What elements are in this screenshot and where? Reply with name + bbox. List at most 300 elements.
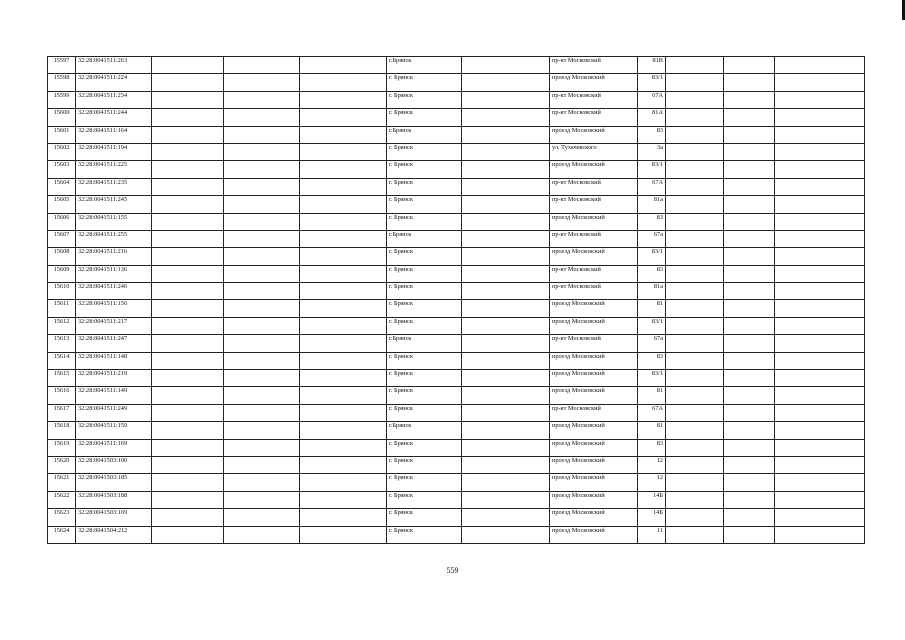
street-cell: проезд Московский xyxy=(550,248,638,265)
empty-cell xyxy=(666,387,724,404)
street-cell: проезд Московский xyxy=(550,161,638,178)
street-cell: пр-кт Московский xyxy=(550,283,638,300)
cadastral-number: 32:28:0041511:216 xyxy=(76,248,152,265)
table-row xyxy=(48,370,865,387)
city-cell: г. Брянск xyxy=(387,509,462,526)
street-cell: проезд Московский xyxy=(550,387,638,404)
empty-cell xyxy=(775,230,865,247)
empty-cell xyxy=(300,196,387,213)
house-cell: 83 xyxy=(638,213,666,230)
empty-cell xyxy=(224,317,300,334)
empty-cell xyxy=(152,439,224,456)
city-cell: г. Брянск xyxy=(387,404,462,421)
city-cell: г.Брянск xyxy=(387,335,462,352)
empty-cell xyxy=(462,57,550,74)
empty-cell xyxy=(775,474,865,491)
empty-cell xyxy=(152,300,224,317)
street-cell: проезд Московский xyxy=(550,422,638,439)
table-row xyxy=(48,317,865,334)
empty-cell xyxy=(775,456,865,473)
empty-cell xyxy=(224,143,300,160)
empty-cell xyxy=(300,335,387,352)
table-row xyxy=(48,91,865,108)
empty-cell xyxy=(462,265,550,282)
street-cell: пр-кт Московский xyxy=(550,196,638,213)
empty-cell xyxy=(224,474,300,491)
empty-cell xyxy=(462,196,550,213)
empty-cell xyxy=(666,265,724,282)
empty-cell xyxy=(666,230,724,247)
empty-cell xyxy=(724,387,775,404)
empty-cell xyxy=(224,300,300,317)
empty-cell xyxy=(462,456,550,473)
house-cell: 81 xyxy=(638,422,666,439)
table-row xyxy=(48,161,865,178)
table-row xyxy=(48,387,865,404)
empty-cell xyxy=(724,230,775,247)
city-cell: г. Брянск xyxy=(387,352,462,369)
empty-cell xyxy=(775,196,865,213)
empty-cell xyxy=(724,248,775,265)
empty-cell xyxy=(152,265,224,282)
empty-cell xyxy=(152,491,224,508)
empty-cell xyxy=(724,491,775,508)
cadastral-number: 32:28:0041511:155 xyxy=(76,213,152,230)
empty-cell xyxy=(152,317,224,334)
table-row xyxy=(48,265,865,282)
empty-cell xyxy=(666,422,724,439)
empty-cell xyxy=(152,230,224,247)
row-number: 15609 xyxy=(48,265,76,282)
cadastral-number: 32:28:0041504:212 xyxy=(76,526,152,543)
row-number: 15607 xyxy=(48,230,76,247)
street-cell: пр-кт Московский xyxy=(550,91,638,108)
house-cell: 14Б xyxy=(638,509,666,526)
row-number: 15600 xyxy=(48,109,76,126)
house-cell: 67А xyxy=(638,404,666,421)
empty-cell xyxy=(724,317,775,334)
empty-cell xyxy=(666,248,724,265)
cadastral-number: 32:28:0041503:188 xyxy=(76,491,152,508)
city-cell: г. Брянск xyxy=(387,456,462,473)
table-row xyxy=(48,335,865,352)
house-cell: 83 xyxy=(638,439,666,456)
table-row xyxy=(48,422,865,439)
empty-cell xyxy=(666,196,724,213)
street-cell: пр-кт Московский xyxy=(550,335,638,352)
empty-cell xyxy=(724,335,775,352)
empty-cell xyxy=(775,91,865,108)
empty-cell xyxy=(300,57,387,74)
house-cell: 83/1 xyxy=(638,74,666,91)
empty-cell xyxy=(152,74,224,91)
row-number: 15598 xyxy=(48,74,76,91)
empty-cell xyxy=(775,422,865,439)
city-cell: г.Брянск xyxy=(387,57,462,74)
table-row xyxy=(48,474,865,491)
row-number: 15612 xyxy=(48,317,76,334)
row-number: 15602 xyxy=(48,143,76,160)
empty-cell xyxy=(775,317,865,334)
street-cell: пр-кт Московский xyxy=(550,109,638,126)
empty-cell xyxy=(724,196,775,213)
empty-cell xyxy=(224,74,300,91)
street-cell: проезд Московский xyxy=(550,74,638,91)
cadastral-number: 32:28:0041511:245 xyxy=(76,196,152,213)
cadastral-number: 32:28:0041503:100 xyxy=(76,456,152,473)
empty-cell xyxy=(152,143,224,160)
house-cell: 83/1 xyxy=(638,317,666,334)
empty-cell xyxy=(224,161,300,178)
empty-cell xyxy=(152,474,224,491)
empty-cell xyxy=(224,283,300,300)
table-row xyxy=(48,248,865,265)
cadastral-number: 32:28:0041503:185 xyxy=(76,474,152,491)
table-row xyxy=(48,300,865,317)
empty-cell xyxy=(300,422,387,439)
empty-cell xyxy=(152,387,224,404)
empty-cell xyxy=(152,509,224,526)
empty-cell xyxy=(300,387,387,404)
empty-cell xyxy=(724,213,775,230)
cadastral-number: 32:28:0041511:148 xyxy=(76,352,152,369)
city-cell: г. Брянск xyxy=(387,300,462,317)
empty-cell xyxy=(152,422,224,439)
empty-cell xyxy=(666,491,724,508)
empty-cell xyxy=(666,456,724,473)
city-cell: г. Брянск xyxy=(387,178,462,195)
empty-cell xyxy=(775,300,865,317)
empty-cell xyxy=(152,109,224,126)
table-row xyxy=(48,143,865,160)
house-cell: 81 xyxy=(638,300,666,317)
empty-cell xyxy=(462,109,550,126)
empty-cell xyxy=(775,109,865,126)
cadastral-number: 32:28:0041511:247 xyxy=(76,335,152,352)
empty-cell xyxy=(224,213,300,230)
empty-cell xyxy=(224,196,300,213)
empty-cell xyxy=(775,213,865,230)
empty-cell xyxy=(775,265,865,282)
empty-cell xyxy=(300,526,387,543)
empty-cell xyxy=(152,57,224,74)
row-number: 15613 xyxy=(48,335,76,352)
empty-cell xyxy=(462,387,550,404)
table-row xyxy=(48,57,865,74)
empty-cell xyxy=(462,370,550,387)
empty-cell xyxy=(775,57,865,74)
empty-cell xyxy=(462,335,550,352)
empty-cell xyxy=(724,57,775,74)
row-number: 15623 xyxy=(48,509,76,526)
cadastral-number: 32:28:0041511:234 xyxy=(76,91,152,108)
empty-cell xyxy=(224,248,300,265)
empty-cell xyxy=(224,178,300,195)
row-number: 15599 xyxy=(48,91,76,108)
table-row xyxy=(48,491,865,508)
street-cell: проезд Московский xyxy=(550,317,638,334)
empty-cell xyxy=(775,143,865,160)
empty-cell xyxy=(300,317,387,334)
empty-cell xyxy=(224,57,300,74)
house-cell: 81 xyxy=(638,387,666,404)
empty-cell xyxy=(300,456,387,473)
empty-cell xyxy=(775,335,865,352)
table-row xyxy=(48,283,865,300)
city-cell: г. Брянск xyxy=(387,265,462,282)
empty-cell xyxy=(462,474,550,491)
empty-cell xyxy=(666,317,724,334)
empty-cell xyxy=(462,317,550,334)
empty-cell xyxy=(462,422,550,439)
empty-cell xyxy=(724,265,775,282)
house-cell: 11 xyxy=(638,526,666,543)
empty-cell xyxy=(666,91,724,108)
empty-cell xyxy=(775,283,865,300)
empty-cell xyxy=(724,74,775,91)
house-cell: 14Б xyxy=(638,491,666,508)
empty-cell xyxy=(224,109,300,126)
empty-cell xyxy=(300,74,387,91)
empty-cell xyxy=(775,370,865,387)
empty-cell xyxy=(224,370,300,387)
cadastral-number: 32:28:0041511:164 xyxy=(76,126,152,143)
street-cell: проезд Московский xyxy=(550,456,638,473)
table-row xyxy=(48,213,865,230)
house-cell: 83 xyxy=(638,352,666,369)
city-cell: г. Брянск xyxy=(387,109,462,126)
row-number: 15618 xyxy=(48,422,76,439)
city-cell: г. Брянск xyxy=(387,74,462,91)
table-row xyxy=(48,178,865,195)
city-cell: г. Брянск xyxy=(387,143,462,160)
page-number: 559 xyxy=(446,566,459,575)
empty-cell xyxy=(724,509,775,526)
empty-cell xyxy=(775,126,865,143)
empty-cell xyxy=(300,509,387,526)
row-number: 15605 xyxy=(48,196,76,213)
street-cell: ул. Тухачевского xyxy=(550,143,638,160)
empty-cell xyxy=(224,422,300,439)
empty-cell xyxy=(775,526,865,543)
row-number: 15619 xyxy=(48,439,76,456)
street-cell: проезд Московский xyxy=(550,370,638,387)
empty-cell xyxy=(666,74,724,91)
cadastral-number: 32:28:0041511:217 xyxy=(76,317,152,334)
city-cell: г. Брянск xyxy=(387,387,462,404)
empty-cell xyxy=(300,178,387,195)
row-number: 15621 xyxy=(48,474,76,491)
empty-cell xyxy=(666,143,724,160)
empty-cell xyxy=(666,509,724,526)
empty-cell xyxy=(462,74,550,91)
empty-cell xyxy=(775,178,865,195)
empty-cell xyxy=(775,248,865,265)
empty-cell xyxy=(775,74,865,91)
empty-cell xyxy=(462,352,550,369)
table-row xyxy=(48,439,865,456)
row-number: 15624 xyxy=(48,526,76,543)
empty-cell xyxy=(462,230,550,247)
empty-cell xyxy=(462,213,550,230)
empty-cell xyxy=(775,352,865,369)
house-cell: 83/1 xyxy=(638,161,666,178)
empty-cell xyxy=(666,283,724,300)
empty-cell xyxy=(724,352,775,369)
empty-cell xyxy=(666,439,724,456)
row-number: 15597 xyxy=(48,57,76,74)
empty-cell xyxy=(724,439,775,456)
empty-cell xyxy=(300,126,387,143)
empty-cell xyxy=(724,526,775,543)
empty-cell xyxy=(224,387,300,404)
house-cell: 81а xyxy=(638,283,666,300)
empty-cell xyxy=(775,404,865,421)
cadastral-number: 32:28:0041511:224 xyxy=(76,74,152,91)
empty-cell xyxy=(666,57,724,74)
empty-cell xyxy=(666,213,724,230)
street-cell: проезд Московский xyxy=(550,352,638,369)
empty-cell xyxy=(224,526,300,543)
city-cell: г. Брянск xyxy=(387,161,462,178)
empty-cell xyxy=(300,404,387,421)
empty-cell xyxy=(224,491,300,508)
empty-cell xyxy=(152,126,224,143)
empty-cell xyxy=(152,161,224,178)
register-body xyxy=(48,57,865,544)
city-cell: г. Брянск xyxy=(387,248,462,265)
empty-cell xyxy=(666,126,724,143)
cadastral-number: 32:28:0041511:136 xyxy=(76,265,152,282)
empty-cell xyxy=(666,474,724,491)
empty-cell xyxy=(152,213,224,230)
city-cell: г. Брянск xyxy=(387,91,462,108)
register-table xyxy=(47,56,865,544)
empty-cell xyxy=(462,126,550,143)
table-row xyxy=(48,109,865,126)
cadastral-number: 32:28:0041511:263 xyxy=(76,57,152,74)
city-cell: г. Брянск xyxy=(387,283,462,300)
empty-cell xyxy=(224,265,300,282)
row-number: 15603 xyxy=(48,161,76,178)
empty-cell xyxy=(666,370,724,387)
empty-cell xyxy=(224,126,300,143)
empty-cell xyxy=(224,352,300,369)
cadastral-number: 32:28:0041511:225 xyxy=(76,161,152,178)
empty-cell xyxy=(300,300,387,317)
street-cell: проезд Московский xyxy=(550,509,638,526)
house-cell: 12 xyxy=(638,474,666,491)
table-row xyxy=(48,74,865,91)
house-cell: 67а xyxy=(638,230,666,247)
cadastral-number: 32:28:0041511:149 xyxy=(76,387,152,404)
empty-cell xyxy=(300,265,387,282)
cadastral-number: 32:28:0041511:249 xyxy=(76,404,152,421)
empty-cell xyxy=(152,196,224,213)
empty-cell xyxy=(300,352,387,369)
empty-cell xyxy=(724,456,775,473)
street-cell: проезд Московский xyxy=(550,126,638,143)
empty-cell xyxy=(300,143,387,160)
street-cell: проезд Московский xyxy=(550,474,638,491)
empty-cell xyxy=(666,335,724,352)
row-number: 15604 xyxy=(48,178,76,195)
house-cell: 83/1 xyxy=(638,370,666,387)
row-number: 15611 xyxy=(48,300,76,317)
house-cell: 67А xyxy=(638,91,666,108)
house-cell: 67а xyxy=(638,335,666,352)
empty-cell xyxy=(724,161,775,178)
empty-cell xyxy=(152,352,224,369)
empty-cell xyxy=(224,91,300,108)
empty-cell xyxy=(300,370,387,387)
empty-cell xyxy=(724,126,775,143)
empty-cell xyxy=(462,526,550,543)
empty-cell xyxy=(224,439,300,456)
table-row xyxy=(48,509,865,526)
empty-cell xyxy=(775,509,865,526)
table-row xyxy=(48,230,865,247)
cadastral-number: 32:28:0041511:246 xyxy=(76,283,152,300)
city-cell: г.Брянск xyxy=(387,230,462,247)
cadastral-number: 32:28:0041511:156 xyxy=(76,300,152,317)
empty-cell xyxy=(775,161,865,178)
empty-cell xyxy=(462,439,550,456)
empty-cell xyxy=(300,213,387,230)
cadastral-number: 32:28:0041511:159 xyxy=(76,422,152,439)
empty-cell xyxy=(462,143,550,160)
house-cell: 67А xyxy=(638,178,666,195)
row-number: 15601 xyxy=(48,126,76,143)
empty-cell xyxy=(724,422,775,439)
table-row xyxy=(48,456,865,473)
empty-cell xyxy=(300,109,387,126)
street-cell: проезд Московский xyxy=(550,439,638,456)
street-cell: проезд Московский xyxy=(550,526,638,543)
table-row xyxy=(48,352,865,369)
empty-cell xyxy=(462,178,550,195)
street-cell: пр-кт Московский xyxy=(550,178,638,195)
city-cell: г. Брянск xyxy=(387,196,462,213)
empty-cell xyxy=(152,370,224,387)
empty-cell xyxy=(300,439,387,456)
empty-cell xyxy=(666,300,724,317)
empty-cell xyxy=(152,283,224,300)
city-cell: г. Брянск xyxy=(387,474,462,491)
city-cell: г. Брянск xyxy=(387,526,462,543)
row-number: 15617 xyxy=(48,404,76,421)
empty-cell xyxy=(300,474,387,491)
row-number: 15614 xyxy=(48,352,76,369)
city-cell: г. Брянск xyxy=(387,370,462,387)
house-cell: 83 xyxy=(638,126,666,143)
cadastral-number: 32:28:0041511:169 xyxy=(76,439,152,456)
empty-cell xyxy=(152,91,224,108)
empty-cell xyxy=(462,161,550,178)
empty-cell xyxy=(224,230,300,247)
empty-cell xyxy=(300,248,387,265)
empty-cell xyxy=(666,161,724,178)
empty-cell xyxy=(462,491,550,508)
city-cell: г. Брянск xyxy=(387,317,462,334)
empty-cell xyxy=(462,509,550,526)
street-cell: пр-кт Московский xyxy=(550,404,638,421)
house-cell: 83/1 xyxy=(638,248,666,265)
house-cell: 3а xyxy=(638,143,666,160)
empty-cell xyxy=(152,526,224,543)
cadastral-number: 32:28:0041511:235 xyxy=(76,178,152,195)
table-row xyxy=(48,126,865,143)
